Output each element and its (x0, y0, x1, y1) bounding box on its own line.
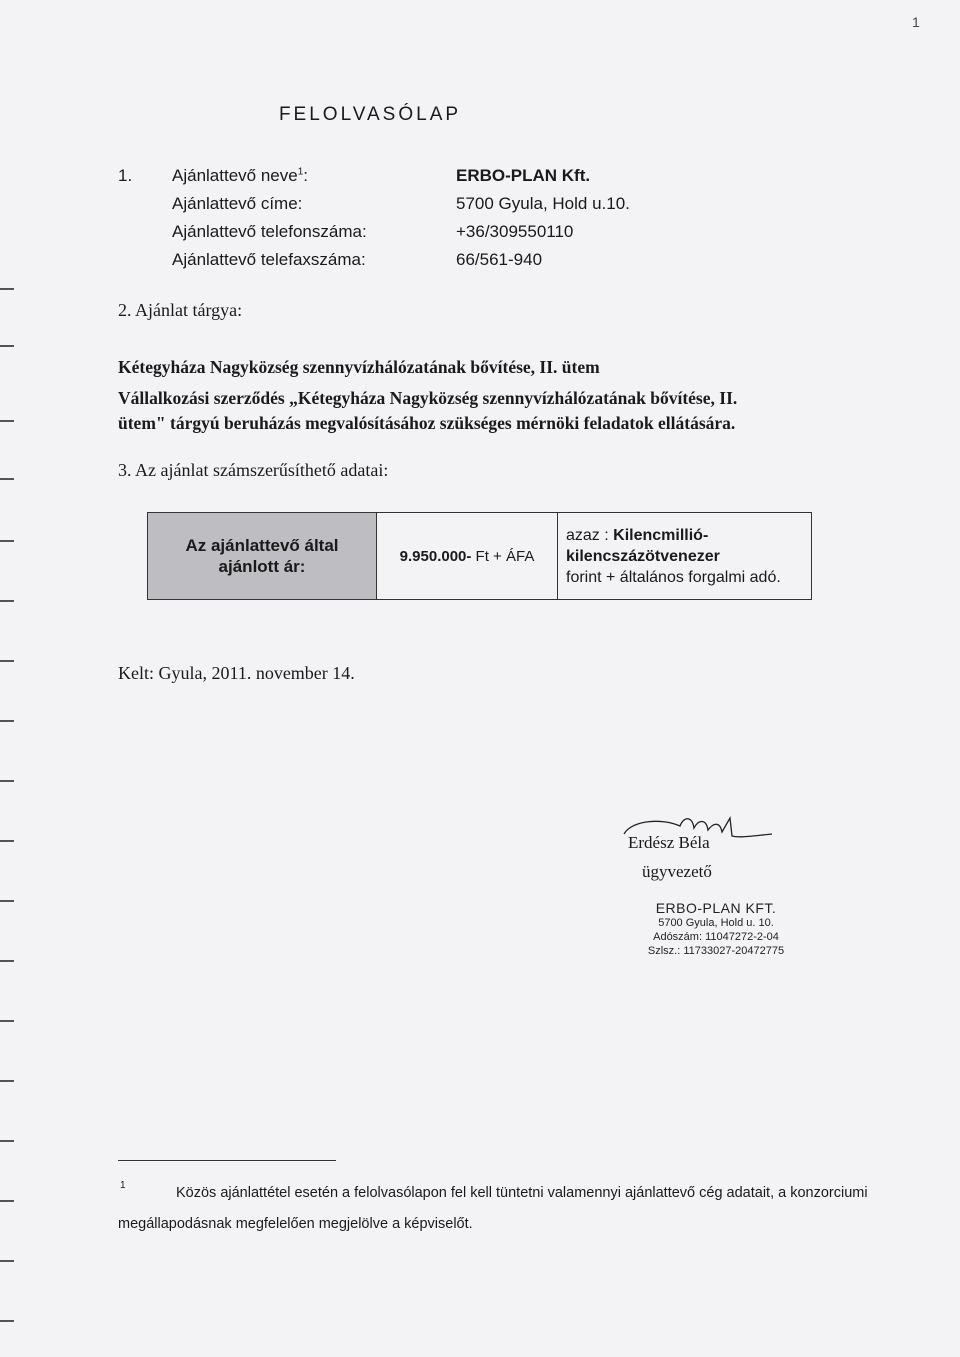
subject-heading: 2. Ajánlat tárgya: (118, 300, 243, 320)
stamp-company: ERBO-PLAN KFT. (655, 900, 777, 916)
signatory-name: Erdész Béla (628, 833, 710, 852)
page-corner-mark: 1 (912, 14, 920, 30)
signatory-role: ügyvezető (642, 862, 712, 881)
company-stamp (616, 900, 816, 958)
footnote-ref: 1 (297, 166, 304, 178)
subject-line: Vállalkozási szerződés „Kétegyháza Nagyközség szennyvízhálózatának bővítése, II. (118, 388, 738, 408)
footnote-number: 1 (120, 1180, 126, 1191)
date-line: Kelt: Gyula, 2011. november 14. (118, 663, 355, 683)
bidder-fax-value: 66/561-940 (456, 250, 543, 269)
stamp-bank-account: Szlsz.: 11733027-20472775 (647, 945, 785, 957)
section-number-1: 1. (118, 166, 133, 185)
bidder-name-label: Ajánlattevő neve$^1$: (172, 166, 308, 185)
subject-line: Kétegyháza Nagyközség szennyvízhálózatának bővítése, II. ütem (118, 357, 600, 377)
bidder-phone-label: Ajánlattevő telefonszáma: (172, 222, 367, 241)
document-title: FELOLVASÓLAP (278, 104, 462, 125)
subject-text (118, 355, 838, 436)
price-heading: 3. Az ajánlat számszerűsíthető adatai: (118, 460, 389, 480)
price-amount-cell (377, 513, 558, 600)
stamp-address: 5700 Gyula, Hold u. 10. (658, 917, 774, 929)
footnote-text: Közös ajánlattétel esetén a felolvasólapon fel kell tüntetni valamennyi ajánlattevő cég adatait, a konzorciumi megállapodásnak megfelelően megjelölve a képviselőt. (118, 1185, 868, 1232)
price-amount: 9.950.000- (399, 547, 472, 565)
bidder-phone-value: +36/309550110 (456, 222, 574, 241)
price-currency: Ft + ÁFA (471, 547, 535, 565)
bidder-address-value: 5700 Gyula, Hold u.10. (456, 194, 630, 213)
footnote-rule (118, 1160, 336, 1161)
subject-line: ütem" tárgyú beruházás megvalósításához szükséges mérnöki feladatok ellátására. (118, 413, 736, 433)
bidder-address-label: Ajánlattevő címe: (172, 194, 303, 213)
stamp-tax-number: Adószám: 11047272-2-04 (653, 931, 779, 943)
bidder-fax-label: Ajánlattevő telefaxszáma: (172, 250, 366, 269)
price-label-cell: Az ajánlattevő által ajánlott ár: (148, 513, 377, 600)
price-table (147, 512, 812, 600)
price-words-cell: azaz : Kilencmillió- kilencszázötvenezer forint + általános forgalmi adó. (558, 513, 812, 600)
bidder-name-value: ERBO-PLAN Kft. (456, 166, 591, 185)
